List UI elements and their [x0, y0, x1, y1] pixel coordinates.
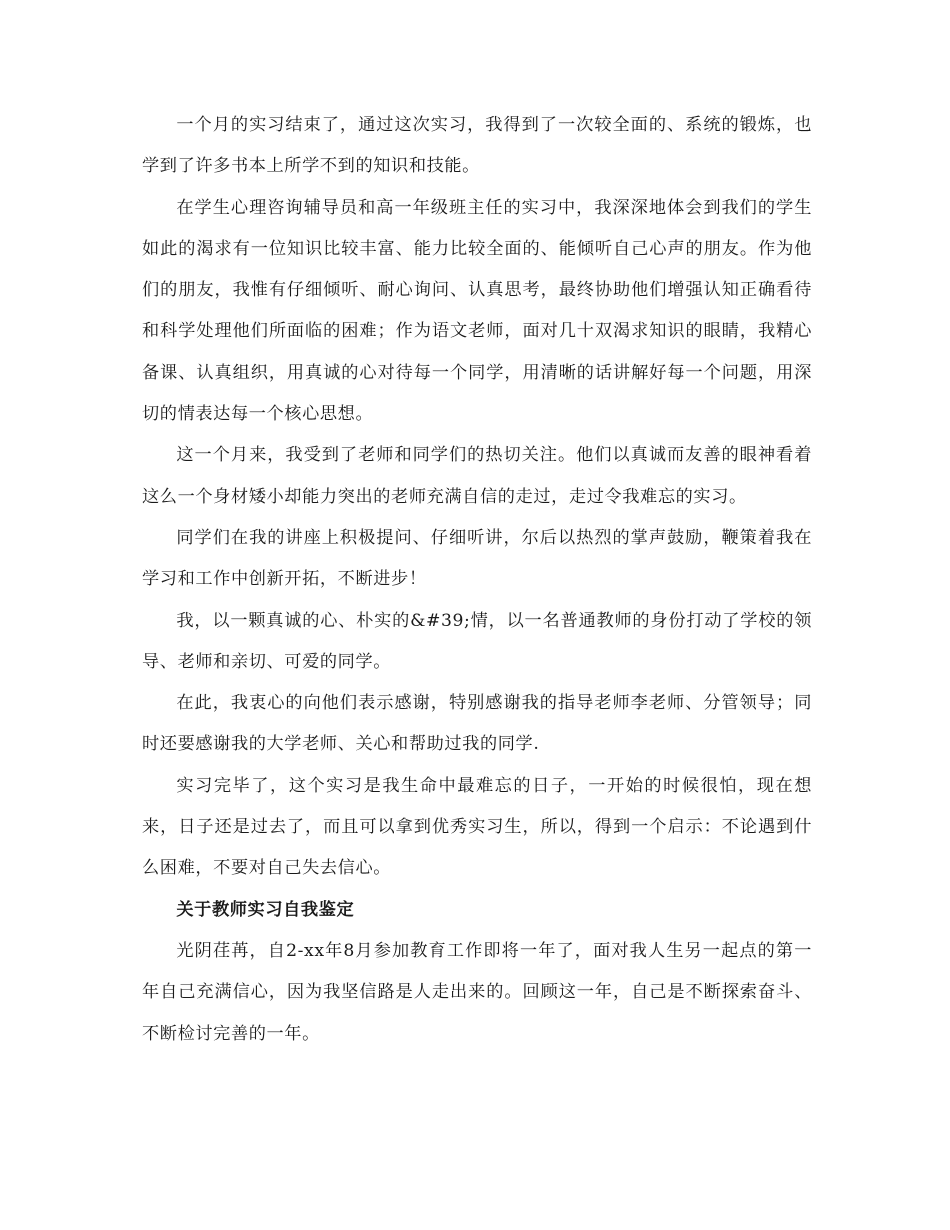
paragraph-conclusion: 实习完毕了，这个实习是我生命中最难忘的日子，一开始的时候很怕，现在想来，日子还是过去了，而且可以拿到优秀实习生，所以，得到一个启示：不论遇到什么困难，不要对自己失去信心。 [142, 775, 812, 879]
paragraph-sincere-heart: 我，以一颗真诚的心、朴实的&#39;情，以一名普通教师的身份打动了学校的领导、老师和亲切、可爱的同学。 [142, 610, 812, 672]
paragraph-attention: 这一个月来，我受到了老师和同学们的热切关注。他们以真诚而友善的眼神看着这么一个身材矮小却能力突出的老师充满自信的走过，走过令我难忘的实习。 [142, 445, 812, 507]
paragraph-students-lecture: 同学们在我的讲座上积极提问、仔细听讲，尔后以热烈的掌声鼓励，鞭策着我在学习和工作中创新开拓，不断进步！ [142, 527, 812, 590]
paragraph-first-year: 光阴荏苒，自2-xx年8月参加教育工作即将一年了，面对我人生另一起点的第一年自己充满信心，因为我坚信路是人走出来的。回顾这一年，自己是不断探索奋斗、不断检讨完善的一年。 [142, 940, 812, 1044]
paragraph-internship-end: 一个月的实习结束了，通过这次实习，我得到了一次较全面的、系统的锻炼，也学到了许多书本上所学不到的知识和技能。 [142, 115, 812, 177]
section-heading: 关于教师实习自我鉴定 [176, 899, 355, 920]
paragraph-thanks: 在此，我衷心的向他们表示感谢，特别感谢我的指导老师李老师、分管领导；同时还要感谢我的大学老师、关心和帮助过我的同学. [142, 693, 812, 755]
paragraph-counselor-experience: 在学生心理咨询辅导员和高一年级班主任的实习中，我深深地体会到我们的学生如此的渴求有一位知识比较丰富、能力比较全面的、能倾听自己心声的朋友。作为他们的朋友，我惟有仔细倾听、耐心询问、认真思考，最终协助他们增强认知正确看待和科学处理他们所面临的困难；作为语文老师，面对几十双渴求知识的眼睛，我精心备课、认真组织，用真诚的心对待每一个同学，用清晰的话讲解好每一个问题，用深切的情表达每一个核心思想。 [142, 197, 812, 425]
document-body [142, 105, 812, 1055]
